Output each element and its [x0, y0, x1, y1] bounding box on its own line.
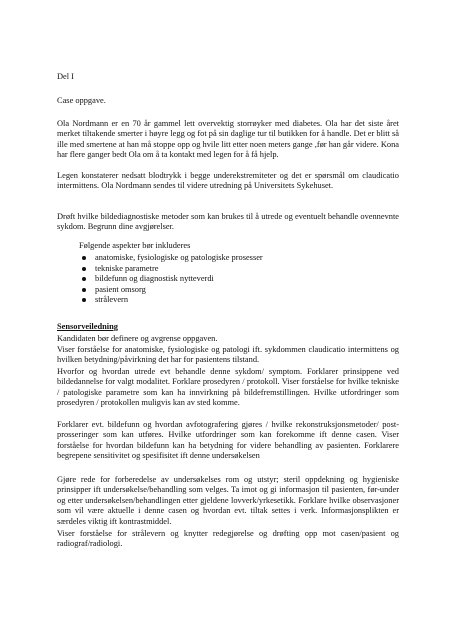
- sensor-line: Forklarer evt. bildefunn og hvordan avfotografering gjøres / hvilke rekonstruksjonsmetoder/ post-prosseringer som kan utføres. Hvilke utfordringer som kan forekomme ift denne casen. Viser forståelse for hvordan bildefunn kan ha betydning for videre behandling av pasienten. Forklarere begrepene sensitivitet og spesifisitet ift denne undersøkelsen: [57, 420, 399, 461]
- aspect-item: anatomiske, fysiologiske og patologiske prosesser: [82, 253, 263, 264]
- case-title: Case oppgave.: [57, 96, 106, 105]
- aspect-item: strålevern: [82, 295, 263, 306]
- bullet-icon: [82, 288, 86, 292]
- aspects-intro: Følgende aspekter bør inkluderes: [79, 241, 191, 250]
- bullet-icon: [82, 256, 86, 260]
- sensor-line: Hvorfor og hvordan utrede evt behandle denne sykdom/ symptom. Forklarer prinsippene ved bildedannelse for valgt modalitet. Forklare prosedyren / protokoll. Viser forståelse for hvilke tekniske / patologiske parametre som kan ha innvirkning på bildefremstillingen. Hvilke utfordringer som prosedyren / protokollen muligvis kan av sted komme.: [57, 367, 399, 408]
- sensor-line: Kandidaten bør definere og avgrense oppgaven.: [57, 334, 218, 343]
- case-paragraph-1: Ola Nordmann er en 70 år gammel lett overvektig storrøyker med diabetes. Ola har det siste året merket tiltakende smerter i høyre legg og fot på sin daglige tur til butikken for å handle. Det er blitt så ille med smertene at han må stoppe opp og hvile litt etter noen meters gange ,før han går videre. Kona har flere ganger bedt Ola om å ta kontakt med legen for å få hjelp.: [57, 119, 399, 160]
- sensor-line: Viser forståelse for anatomiske, fysiologiske og patologi ift. sykdommen claudicatio intermittens og hvilken betydning/påvirkning det har for pasientens tilstand.: [57, 345, 399, 365]
- aspect-item: pasient omsorg: [82, 285, 263, 296]
- bullet-icon: [82, 277, 86, 281]
- aspects-list: [82, 253, 263, 306]
- sensor-line: Viser forståelse for strålevern og knytter redegjørelse og drøfting opp mot casen/pasient og radiograf/radiologi.: [57, 529, 399, 549]
- case-paragraph-2: Legen konstaterer nedsatt blodtrykk i begge underekstremiteter og det er spørsmål om claudicatio intermittens. Ola Nordmann sendes til videre utredning på Universitets Sykehuset.: [57, 171, 399, 191]
- part-label: Del I: [57, 72, 74, 81]
- bullet-icon: [82, 298, 86, 302]
- sensor-line: Gjøre rede for forberedelse av undersøkelses rom og utstyr; steril oppdekning og hygieniske prinsipper ift undersøkelse/behandling som velges. Ta imot og gi informasjon til pasienten, før-under og etter undersøkelsen/behandlingen etter gjeldene lovverk/yrkesetikk. Forklare hvilke observasjoner som vil være aktuelle i denne casen og hvordan evt. tiltak settes i verk. Informasjonsplikten er særdeles viktig ift kontrastmiddel.: [57, 475, 399, 526]
- bullet-icon: [82, 267, 86, 271]
- aspect-item: bildefunn og diagnostisk nytteverdi: [82, 274, 263, 285]
- task-paragraph: Drøft hvilke bildediagnostiske metoder som kan brukes til å utrede og eventuelt behandle ovennevnte sykdom. Begrunn dine avgjørelser.: [57, 212, 399, 232]
- sensor-heading: Sensorveiledning: [57, 322, 118, 331]
- aspect-item: tekniske parametre: [82, 264, 263, 275]
